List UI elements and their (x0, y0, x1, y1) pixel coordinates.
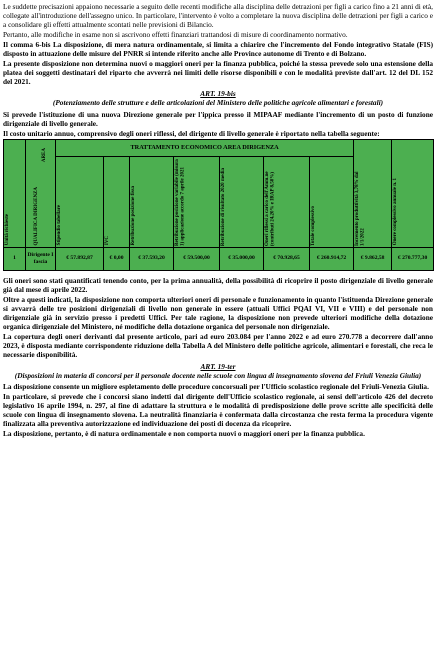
cell-stipendio: € 57.892,87 (56, 247, 104, 270)
article-19ter-subtitle: (Disposizioni in materia di concorsi per il personale docente nelle scuole con lingua di insegnamento slovena del Friuli Venezia Giulia) (14, 371, 422, 381)
cell-retrib-fissa: € 37.593,20 (130, 247, 174, 270)
header-oneri-riflessi: Oneri riflessi a carico dell'Amm.ne (contributi 24,20% e IRAP 8,50%) (264, 156, 310, 247)
paragraph-concorsi-fvg: La disposizione consente un migliore espletamento delle procedure concorsuali per l'Ufficio scolastico regionale del Friuli-Venezia Giulia. (3, 382, 429, 392)
cell-retrib-risultato: € 35.000,00 (220, 247, 264, 270)
paragraph-quantificazione: Gli oneri sono stati quantificati tenendo conto, per la prima annualità, della possibilità di ricoprire il posto dirigenziale di livello generale già dal mese di aprile 2022. (3, 275, 433, 294)
paragraph-costo-unitario: Il costo unitario annuo, comprensivo degli oneri riflessi, del dirigente di livello generale è riportato nella tabella seguente: (3, 128, 380, 138)
cell-retrib-variabile: € 59.500,00 (174, 247, 220, 270)
header-area-qualifica: QUALIFICA DIRIGENZA AREA (26, 139, 56, 247)
header-trattamento-economico: TRATTAMENTO ECONOMICO AREA DIRIGENZA (56, 139, 354, 156)
paragraph-no-effetti: Pertanto, alle modifiche in esame non si ascrivono effetti finanziari trattandosi di misure di coordinamento normativo. (3, 30, 348, 40)
paragraph-ulteriori-oneri: Oltre a questi indicati, la disposizione non comporta ulteriori oneri di personale e funzionamento in quanto l'istituenda Direzione generale si avvarrà delle tre posizioni dirigenziali di livello non generale in essere (attuali Uffici PQAI VI, VII e VIII) e del personale non dirigenziale già in servizio presso i predetti Uffici. Per tale ragione, la disposizione non prevede ulteriori modifiche della dotazione organica dirigenziale del Ministero, né modifiche della dotazione organica del personale non dirigenziale. (3, 294, 433, 331)
paragraph-natura-ordinamentale: La disposizione, pertanto, è di natura ordinamentale e non comporta nuovi o maggiori oneri per la finanza pubblica. (3, 429, 365, 439)
table-row (4, 247, 434, 270)
paragraph-copertura: La copertura degli oneri derivanti dal presente articolo, pari ad euro 203.084 per l'anno 2022 e ad euro 270.778 a decorrere dall'anno 2023, è disposta mediante corrispondente riduzione della Tabella A del Ministero delle politiche agricole, alimentari e forestali, che reca le necessarie disponibilità. (3, 331, 433, 360)
cell-unita: 1 (4, 247, 26, 270)
header-incremento: Incremento produttività 3,78% dal 1/1/2022 (354, 139, 392, 247)
article-19ter-title: ART. 19-ter (200, 362, 236, 372)
cell-totale: € 260.914,72 (310, 247, 354, 270)
header-onere-complessivo: Onere complessivo annuale n. 1 (392, 139, 434, 247)
cost-table (3, 139, 434, 271)
header-ivc: IVC (104, 156, 130, 247)
header-retrib-variabile: Retribuzione posizione variabile (misura 1) applicazione accordo 7 aprile 2021 (174, 156, 220, 247)
header-totale: Totale complessivo (310, 156, 354, 247)
cell-oneri-riflessi: € 70.928,65 (264, 247, 310, 270)
header-retrib-risultato: Retribuzione di risultato 2020 media (220, 156, 264, 247)
paragraph-comma-6bis: Il comma 6-bis La disposizione, di mera natura ordinamentale, si limita a chiarire che l'incremento del Fondo integrativo Statale (FIS) disposto in attuazione delle misure del PNRR si intende riferito anche alle Province autonome di Trento e di Bolzano. (3, 40, 433, 59)
paragraph-no-oneri-fis: La presente disposizione non determina nuovi o maggiori oneri per la finanza pubblica, poiché la stessa prevede solo una estensione della platea dei soggetti destinatari del riparto che avverrà nei limiti delle risorse disponibili e con le modalità previste dall'art. 12 del DL 152 del 2021. (3, 59, 433, 87)
header-stipendio: Stipendio tabellare (56, 156, 104, 247)
paragraph-concorsi-dettaglio: In particolare, si prevede che i concorsi siano indetti dal dirigente dell'Ufficio scolastico regionale, ai sensi dell'articolo 426 del decreto legislativo 16 aprile 1994, n. 297, al fine di adattare la struttura e le modalità di predisposizione delle prove scritte alle specificità delle scuole con lingua di insegnamento slovena. La neutralità finanziaria è confermata dalla circostanza che resta ferma la procedura vigente finalizzata alla preventiva autorizzazione ed individuazione dei posti di docenza da ricoprire. (3, 392, 433, 429)
article-19bis-subtitle: (Potenziamento delle strutture e delle articolazioni del Ministero delle politiche agricole alimentari e forestali) (52, 98, 384, 108)
article-19bis-title: ART. 19-bis (200, 89, 236, 99)
header-retrib-fissa: Retribuzione posizione fissa (130, 156, 174, 247)
cell-onere-complessivo: € 270.777,30 (392, 247, 434, 270)
cell-ivc: € 0,00 (104, 247, 130, 270)
header-unita: Unità richieste (4, 139, 26, 247)
paragraph-direzione-ippica: Si prevede l'istituzione di una nuova Direzione generale per l'ippica presso il MIPAAF mediante l'incremento di un posto di funzione dirigenziale di livello generale. (3, 109, 433, 128)
cell-incremento: € 9.862,58 (354, 247, 392, 270)
paragraph-intro-detrazioni: Le suddette precisazioni appaiono necessarie a seguito delle recenti modifiche alla disciplina delle detrazioni per figli a carico fino a 21 anni di età, collegate all'introduzione dell'assegno unico. In particolare, l'intervento è volto a completare la nuova disciplina delle detrazioni per figli a carico e a consolidare gli effetti attualmente scontati nelle previsioni di Bilancio. (3, 2, 433, 30)
cell-qualifica: Dirigente I fascia (26, 247, 56, 270)
